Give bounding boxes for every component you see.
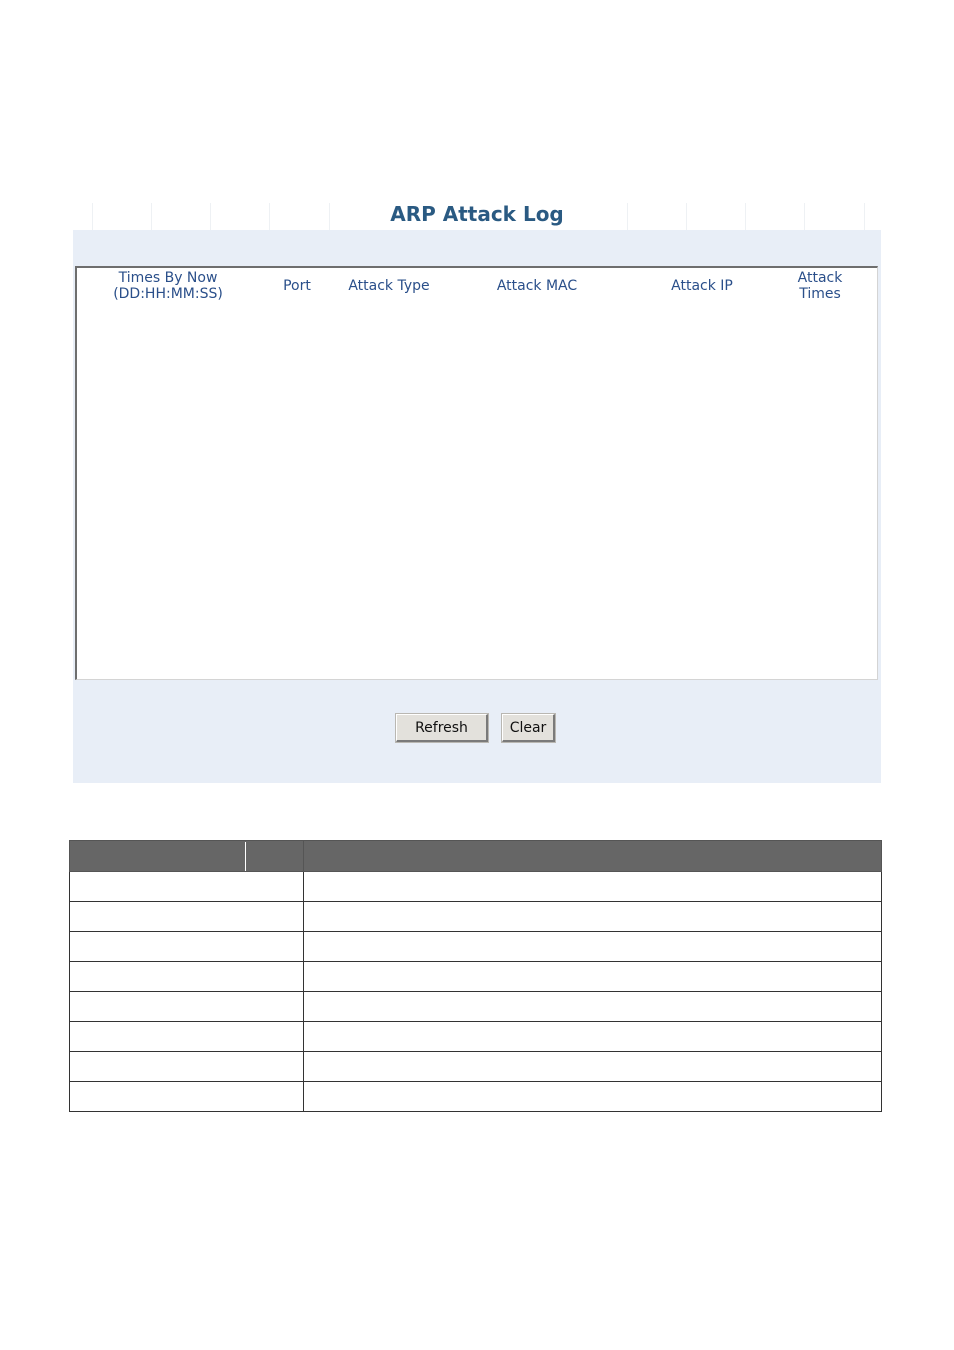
column-header-attack-times: Attack Times (797, 270, 843, 302)
description-cell (304, 962, 882, 992)
column-header-times-by-now: Times By Now (DD:HH:MM:SS) (113, 270, 223, 302)
column-header-attack-mac: Attack MAC (496, 278, 578, 294)
object-cell (70, 962, 304, 992)
object-cell (70, 1052, 304, 1082)
object-cell (70, 992, 304, 1022)
table-row (70, 992, 882, 1022)
refresh-button[interactable]: Refresh (396, 714, 488, 742)
parameter-table (69, 840, 882, 1112)
table-row (70, 902, 882, 932)
object-cell (70, 902, 304, 932)
table-row (70, 932, 882, 962)
description-cell (304, 902, 882, 932)
attack-log-list[interactable] (75, 266, 878, 680)
description-cell (304, 1082, 882, 1112)
page-title: ARP Attack Log (390, 202, 564, 226)
object-cell (70, 872, 304, 902)
table-row (70, 1022, 882, 1052)
header-cell-description (304, 841, 882, 872)
table-row (70, 962, 882, 992)
button-row (73, 714, 881, 744)
table-row (70, 1052, 882, 1082)
description-cell (304, 1022, 882, 1052)
column-header-attack-ip: Attack IP (671, 278, 733, 294)
description-cell (304, 872, 882, 902)
clear-button[interactable]: Clear (502, 714, 555, 742)
column-header-attack-type: Attack Type (348, 278, 430, 294)
column-header-port: Port (283, 278, 311, 294)
table-row (70, 1082, 882, 1112)
arp-attack-log-panel (73, 230, 881, 783)
parameter-table-header (70, 841, 882, 872)
object-cell (70, 1022, 304, 1052)
header-cell-object (70, 841, 304, 872)
table-row (70, 872, 882, 902)
description-cell (304, 992, 882, 1022)
description-cell (304, 1052, 882, 1082)
object-cell (70, 1082, 304, 1112)
description-cell (304, 932, 882, 962)
object-cell (70, 932, 304, 962)
